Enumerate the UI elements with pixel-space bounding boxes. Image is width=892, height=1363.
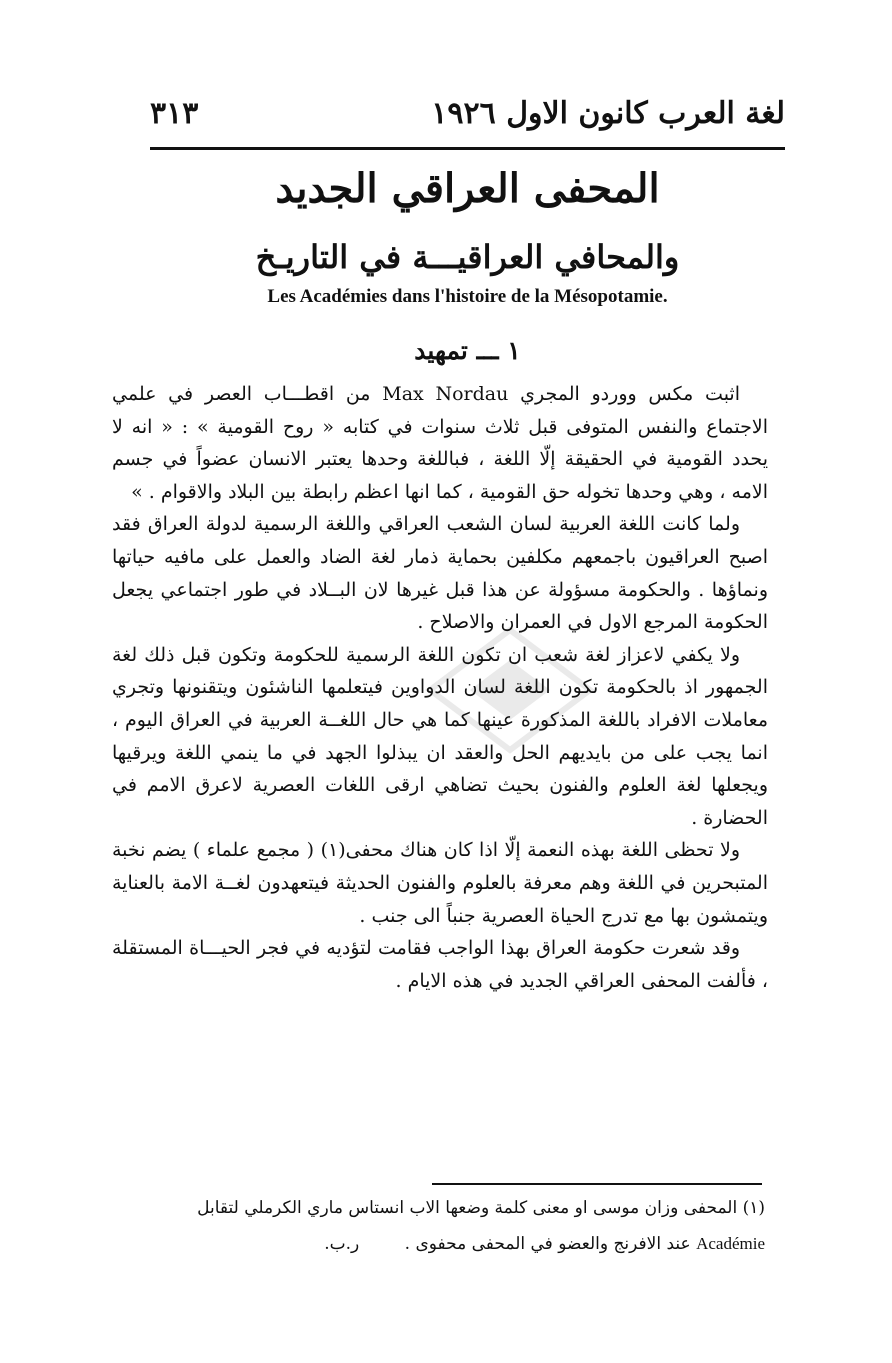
page-number: ٣١٣: [150, 95, 199, 131]
running-title: لغة العرب كانون الاول ١٩٢٦: [431, 95, 785, 131]
article-title: المحفى العراقي الجديد: [275, 165, 660, 212]
footnote-initials: ر.ب.: [324, 1234, 360, 1254]
footnote-line-2: [140, 1226, 765, 1262]
paragraph: اثبت مكس ووردو المجري Max Nordau من اقطـــاب العصر في علمي الاجتماع والنفس المتوفى قبل ثلاث سنوات في كتابه « روح القومية » : « انه لا يحدد القومية في الحقيقة إلّا اللغة ، فباللغة وحدها يعتبر الانسان عضواً في جسم الامه ، وهي وحدها تخوله حق القومية ، كما انها اعظم رابطة بين البلاد والاقوام . »: [112, 383, 768, 503]
article-subtitle-french: Les Académies dans l'histoire de la Mésopotamie.: [267, 286, 668, 307]
article-body: [112, 378, 768, 997]
footnote-rule: [432, 1183, 762, 1185]
footnote-line-1: (١) المحفى وزان موسى او معنى كلمة وضعها الاب انستاس ماري الكرملي لتقابل: [197, 1198, 765, 1218]
footnote-french-word: Académie: [696, 1234, 765, 1253]
article-subtitle-arabic: والمحافي العراقيـــة في التاريـخ: [255, 238, 680, 276]
section-heading: ١ ـــ تمهيد: [414, 336, 521, 365]
page-header: [150, 88, 785, 138]
paragraph: ولا يكفي لاعزاز لغة شعب ان تكون اللغة الرسمية للحكومة وتكون قبل ذلك لغة الجمهور اذ بالحكومة تكون اللغة لسان الدواوين فيتعلمها الناشئون ويتقنونها وتجري معاملات الافراد باللغة المذكورة عينها كما هي حال اللغــة العربية في العراق اليوم ، انما يجب على من بايديهم الحل والعقد ان يبذلوا الجهد في ما ينمي اللغة ويرقيها ويجعلها لغة العلوم والفنون بحيث تضاهي ارقى اللغات العصرية لاعرق الامم في الحضارة .: [112, 643, 768, 829]
footnote: [140, 1190, 765, 1262]
paragraph: ولا تحظى اللغة بهذه النعمة إلّا اذا كان هناك محفى(١) ( مجمع علماء ) يضم نخبة المتبحرين في اللغة وهم معرفة بالعلوم والفنون الحديثة فيتعهدون لغــة الامة بالعناية ويتمشون بها مع تدرج الحياة العصرية جنباً الى جنب .: [112, 839, 768, 927]
header-rule: [150, 147, 785, 150]
footnote-text: عند الافرنج والعضو في المحفى محفوى .: [404, 1234, 691, 1254]
paragraph: ولما كانت اللغة العربية لسان الشعب العراقي واللغة الرسمية لدولة العراق فقد اصبح العراقيون باجمعهم مكلفين بحماية ذمار لغة الضاد والعمل على مافيه حياتها ونماؤها . والحكومة مسؤولة عن هذا قبل غيرها لان البــلاد في طور اجتماعي يجعل الحكومة المرجع الاول في العمران والاصلاح .: [112, 513, 768, 634]
paragraph: وقد شعرت حكومة العراق بهذا الواجب فقامت لتؤديه في فجر الحيـــاة المستقلة ، فألفت المحفى العراقي الجديد في هذه الايام .: [112, 937, 768, 992]
